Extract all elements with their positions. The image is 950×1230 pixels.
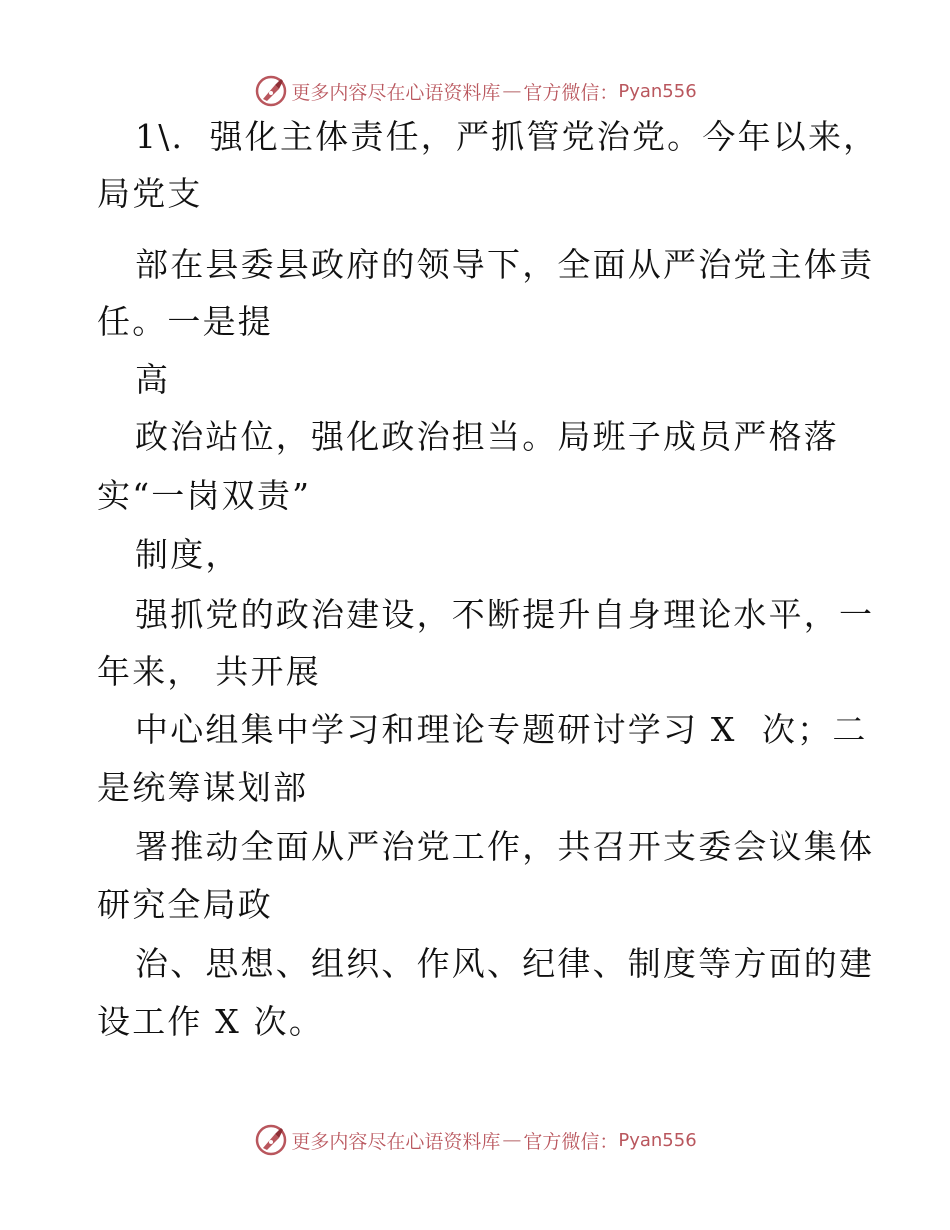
paragraph-line-12: 是统筹谋划部 [97,768,309,807]
banner-text: 更多内容尽在心语资料库 [291,81,501,104]
paragraph-line-14: 研究全局政 [97,885,273,924]
paragraph-line-15: 治、思想、组织、作风、纪律、制度等方面的建 [135,944,875,983]
paragraph-line-2: 局党支 [97,174,203,213]
pen-nib-seal-icon [253,1122,289,1158]
banner-text: 更多内容尽在心语资料库 [291,1130,501,1153]
banner-separator: — [502,1129,522,1151]
banner-suffix: 官方微信： [523,1130,619,1153]
footer-watermark-banner [0,1120,950,1160]
paragraph-line-5: 高 [135,360,171,399]
pen-nib-seal-icon [253,73,289,109]
paragraph-line-3: 部在县委县政府的领导下，全面从严治党主体责 [135,245,875,284]
banner-handle: Pyan556 [618,1129,697,1151]
paragraph-line-9: 强抓党的政治建设，不断提升自身理论水平，一 [135,595,875,634]
banner-suffix: 官方微信： [523,81,619,104]
paragraph-line-8: 制度， [135,535,241,574]
paragraph-line-11: 中心组集中学习和理论专题研讨学习 X 次；二 [135,710,868,749]
paragraph-line-4: 任。一是提 [97,302,273,341]
paragraph-line-7: 实“一岗双责” [97,476,312,515]
banner-separator: — [502,80,522,102]
paragraph-line-6: 政治站位，强化政治担当。局班子成员严格落 [135,417,839,456]
paragraph-line-13: 署推动全面从严治党工作，共召开支委会议集体 [135,827,875,866]
paragraph-line-10: 年来， 共开展 [97,652,321,691]
paragraph-line-1: 1\. 强化主体责任，严抓管党治党。今年以来， [135,117,879,156]
paragraph-line-16: 设工作 X 次。 [97,1002,325,1041]
banner-handle: Pyan556 [618,80,697,102]
header-watermark-banner [0,71,950,111]
